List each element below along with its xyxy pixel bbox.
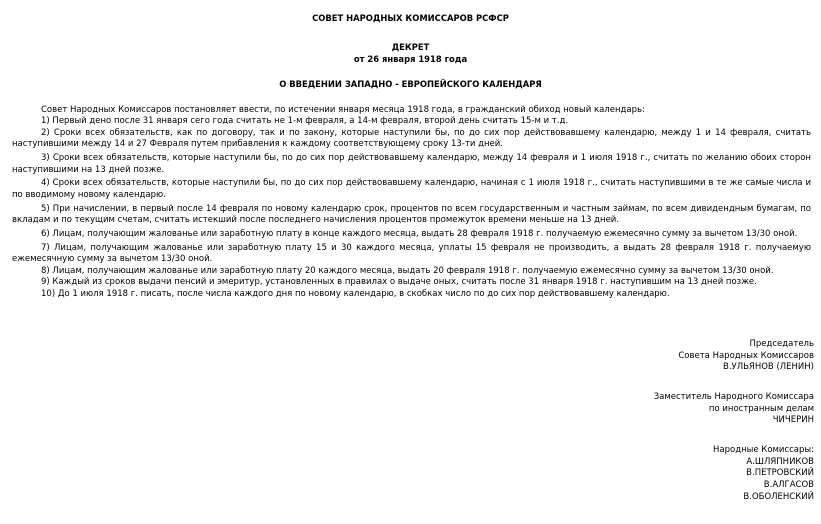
clause-8: 8) Лицам, получающим жалованье или заработную плату 20 каждого месяца, выдать 20 февраля 1918 г. получаемую ежемесячно сумму за вычетом 13/30 оной. <box>41 265 774 276</box>
clause-6: 6) Лицам, получающим жалованье или заработную плату в конце каждого месяца, выдать 28 февраля 1918 г. получаемую ежемесячно сумму за вычетом 13/30 оной. <box>41 229 798 240</box>
commissar-name: В.АЛГАСОВ <box>763 480 814 491</box>
commissars-heading: Народные Комиссары: <box>713 445 814 455</box>
decree-label: ДЕКРЕТ <box>391 42 430 52</box>
decree-body <box>12 105 811 300</box>
clause-5: 5) При начислении, в первый после 14 февраля по новому календарю срок, процентов по всем государственным и частным займам, по всем дивидендным бумагам, по вкладам и по текущим счетам, считать истекший после последнего начисления процентов промежуток времени меньше на 13 дней. <box>12 203 811 226</box>
chairman-council: Совета Народных Комиссаров <box>678 350 814 361</box>
intro-paragraph: Совет Народных Комиссаров постановляет ввести, по истечении января месяца 1918 года, в гражданский обиход новый календарь: <box>41 105 645 115</box>
clause-9: 9) Каждый из сроков выдачи пенсий и эмеритур, установленных в правилах о выдаче оных, считать после 31 января 1918 г. наступившим на 13 дней позже. <box>41 277 757 288</box>
commissar-name: А.ШЛЯПНИКОВ <box>746 456 814 467</box>
deputy-department: по иностранным делам <box>708 403 814 414</box>
clause-3: 3) Сроки всех обязательств, которые наступили бы, по до сих пор действовавшему календарю, между 14 февраля и 1 июля 1918 г., считать по желанию обоих сторон наступившими на 13 дней позже. <box>12 153 811 175</box>
chairman-signature <box>678 339 814 374</box>
chairman-name: В.УЛЬЯНОВ (ЛЕНИН) <box>723 362 814 373</box>
clause-4: 4) Сроки всех обязательств, которые наступили бы, по до сих пор действовавшему календарю, начиная с 1 июля 1918 г., считать наступившими в те же самые числа и по вводимому новому календарю. <box>12 178 811 200</box>
decree-date: от 26 января 1918 года <box>353 54 468 64</box>
chairman-title: Председатель <box>749 339 814 349</box>
clause-10: 10) До 1 июля 1918 г. писать, после числа каждого дня по новому календарю, в скобках число по до сих пор действовавшему календарю. <box>41 288 670 299</box>
commissar-name: В.ОБОЛЕНСКИЙ <box>743 491 814 502</box>
council-heading: СОВЕТ НАРОДНЫХ КОМИССАРОВ РСФСР <box>312 13 509 23</box>
commissars-signature <box>713 445 814 504</box>
clause-2: 2) Сроки всех обязательств, как по договору, так и по закону, которые наступили бы, по до сих пор действовавшему календарю, между 1 и 14 февраля, считать наступившими между 14 и 27 Февраля путем прибавления к каждому соответствующему сроку 13-ти дней. <box>12 127 811 150</box>
deputy-signature <box>654 392 814 427</box>
deputy-name: ЧИЧЕРИН <box>772 415 814 426</box>
clause-1: 1) Первый дено после 31 января сего года считать не 1-м февраля, а 14-м февраля, второй день считать 15-м и т.д. <box>41 116 569 127</box>
decree-title: О ВВЕДЕНИИ ЗАПАДНО - ЕВРОПЕЙСКОГО КАЛЕНДАРЯ <box>279 79 542 89</box>
deputy-title: Заместитель Народного Комиссара <box>653 392 814 402</box>
commissar-name: В.ПЕТРОВСКИЙ <box>746 468 814 479</box>
clause-7: 7) Лицам, получающим жалованье или заработную плату 15 и 30 каждого месяца, уплаты 15 февраля не производить, а выдать 28 февраля 1918 г. получаемую ежемесячную сумму за вычетом 13/30 оной. <box>12 242 811 265</box>
